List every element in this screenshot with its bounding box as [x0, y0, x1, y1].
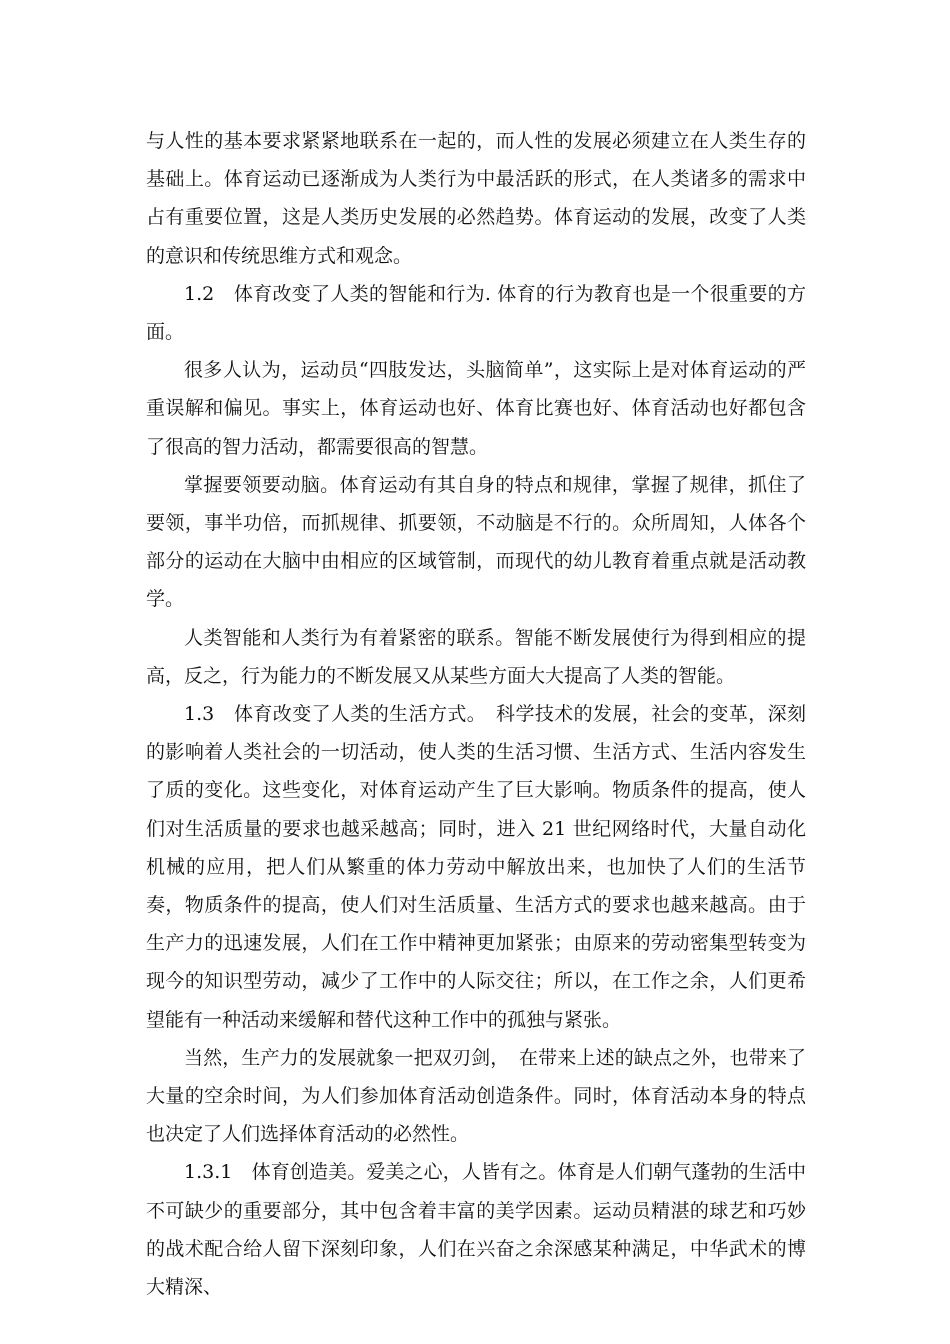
- paragraph-intelligence-behavior: 人类智能和人类行为有着紧密的联系。智能不断发展使行为得到相应的提高，反之，行为能力的不断发展又从某些方面大大提高了人类的智能。: [146, 626, 806, 687]
- paragraph-section-1-3-1: 1.3.1 体育创造美。爱美之心，人皆有之。体育是人们朝气蓬勃的生活中不可缺少的重要部分，其中包含着丰富的美学因素。运动员精湛的球艺和巧妙的战术配合给人留下深刻印象，人们在兴奋之余深感某种满足，中华武术的博大精深、: [146, 1161, 806, 1299]
- paragraph-master-essentials: 掌握要领要动脑。体育运动有其自身的特点和规律，掌握了规律，抓住了要领，事半功倍，而抓规律、抓要领，不动脑是不行的。众所周知，人体各个部分的运动在大脑中由相应的区域管制，而现代的幼儿教育着重点就是活动教学。: [146, 473, 806, 611]
- paragraph-continuation: 与人性的基本要求紧紧地联系在一起的，而人性的发展必须建立在人类生存的基础上。体育运动已逐渐成为人类行为中最活跃的形式，在人类诸多的需求中占有重要位置，这是人类历史发展的必然趋势。体育运动的发展，改变了人类的意识和传统思维方式和观念。: [146, 130, 806, 267]
- paragraph-section-1-3: 1.3 体育改变了人类的生活方式。 科学技术的发展，社会的变革，深刻的影响着人类社会的一切活动，使人类的生活习惯、生活方式、生活内容发生了质的变化。这些变化，对体育运动产生了巨大影响。物质条件的提高，使人们对生活质量的要求也越采越高；同时，进入 21 世纪网络时代，大量自动化机械的应用，把人们从繁重的体力劳动中解放出来，也加快了人们的生活节奏，物质条件的提高，使人们对生活质量、生活方式的要求也越来越高。由于生产力的迅速发展，人们在工作中精神更加紧张；由原来的劳动密集型转变为现今的知识型劳动，减少了工作中的人际交往；所以，在工作之余，人们更希望能有一种活动来缓解和替代这种工作中的孤独与紧张。: [146, 703, 806, 1031]
- document-body: [146, 122, 806, 1306]
- paragraph-section-1-2: 1.2 体育改变了人类的智能和行为. 体育的行为教育也是一个很重要的方面。: [146, 282, 806, 344]
- paragraph-misconception: 很多人认为，运动员“四肢发达，头脑简单”，这实际上是对体育运动的严重误解和偏见。事实上，体育运动也好、体育比赛也好、体育活动也好都包含了很高的智力活动，都需要很高的智慧。: [146, 359, 806, 458]
- paragraph-double-edged-sword: 当然，生产力的发展就象一把双刃剑， 在带来上述的缺点之外，也带来了大量的空余时间，为人们参加体育活动创造条件。同时，体育活动本身的特点也决定了人们选择体育活动的必然性。: [146, 1046, 806, 1146]
